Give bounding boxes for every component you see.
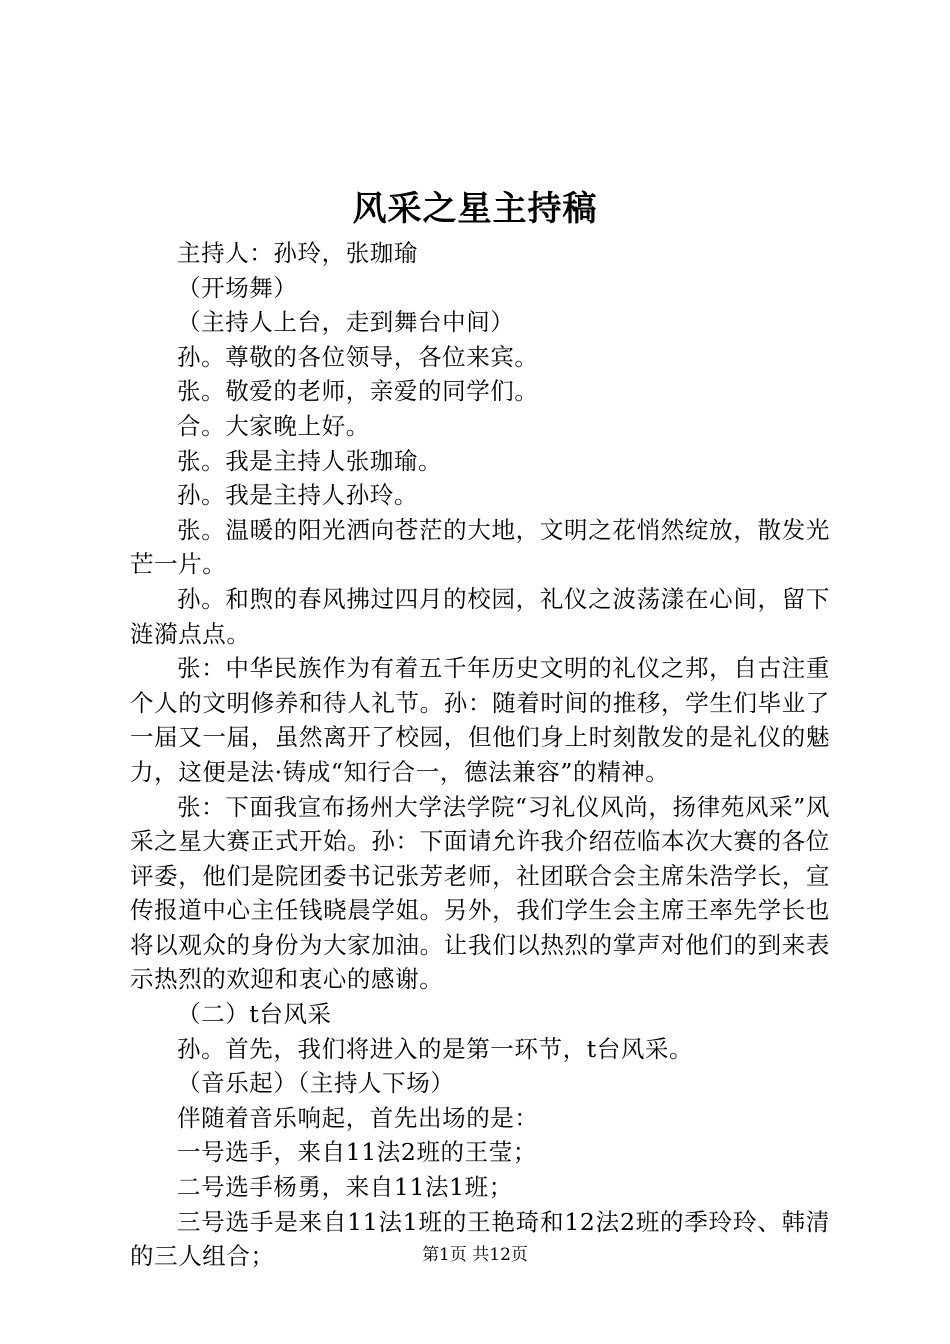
paragraph: 张。温暖的阳光洒向苍茫的大地，文明之花悄然绽放，散发光芒一片。 <box>130 515 830 579</box>
paragraph: 孙。我是主持人孙玲。 <box>177 481 418 510</box>
document-title: 风采之星主持稿 <box>352 189 598 229</box>
paragraph: 张：下面我宣布扬州大学法学院“习礼仪风尚，扬律苑风采”风采之星大赛正式开始。孙：下面请允许我介绍莅临本次大赛的各位评委，他们是院团委书记张芳老师，社团联合会主席朱浩学长，宣传报道中心主任钱晓晨学姐。另外，我们学生会主席王率先学长也将以观众的身份为大家加油。让我们以热烈的掌声对他们的到来表示热烈的欢迎和衷心的感谢。 <box>130 792 830 994</box>
paragraph: （二）t台风采 <box>177 1000 332 1029</box>
paragraph: 孙。首先，我们将进入的是第一环节，t台风采。 <box>177 1034 694 1063</box>
paragraph: 张。我是主持人张珈瑜。 <box>177 446 443 475</box>
paragraph: 孙。和煦的春风拂过四月的校园，礼仪之波荡漾在心间，留下涟漪点点。 <box>130 584 830 648</box>
paragraph: 张。敬爱的老师，亲爱的同学们。 <box>177 377 539 406</box>
paragraph: 孙。尊敬的各位领导，各位来宾。 <box>177 342 539 371</box>
paragraph: （主持人上台，走到舞台中间） <box>177 308 515 337</box>
paragraph: 合。大家晚上好。 <box>177 411 370 440</box>
paragraph: 一号选手，来自11法2班的王莹； <box>177 1138 537 1167</box>
document-body <box>130 236 830 1274</box>
paragraph: 主持人：孙玲，张珈瑜 <box>177 239 418 267</box>
paragraph: （开场舞） <box>177 273 298 302</box>
paragraph: 伴随着音乐响起，首先出场的是： <box>177 1103 539 1132</box>
paragraph: 二号选手杨勇，来自11法1班； <box>177 1173 513 1202</box>
paragraph: 三号选手是来自11法1班的王艳琦和12法2班的季玲玲、韩清的三人组合； <box>130 1207 830 1271</box>
paragraph: （音乐起）（主持人下场） <box>177 1069 455 1098</box>
paragraph: 张：中华民族作为有着五千年历史文明的礼仪之邦，自古注重个人的文明修养和待人礼节。孙：随着时间的推移，学生们毕业了一届又一届，虽然离开了校园，但他们身上时刻散发的是礼仪的魅力，这便是法·铸成“知行合一，德法兼容”的精神。 <box>130 654 830 786</box>
page-number-footer: 第1页 共12页 <box>422 1245 528 1265</box>
